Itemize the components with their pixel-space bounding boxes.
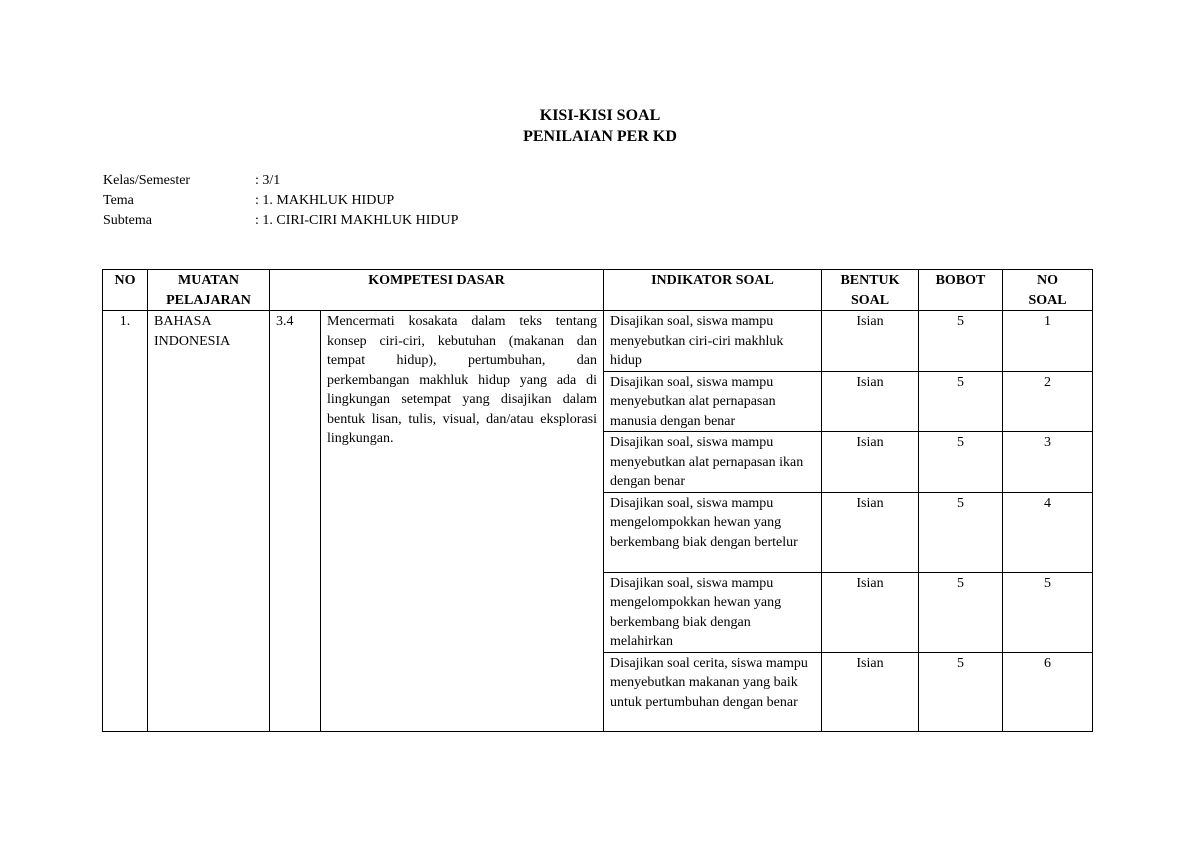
info-value: : 3/1 <box>255 173 281 188</box>
cell-bentuk: Isian <box>822 572 919 652</box>
info-row-kelas <box>103 171 458 191</box>
info-value: : 1. MAKHLUK HIDUP <box>255 193 395 208</box>
header-muatan-pelajaran: MUATAN PELAJARAN <box>148 270 270 311</box>
cell-bobot: 5 <box>919 492 1003 572</box>
cell-kd-code: 3.4 <box>270 311 321 732</box>
header-no-soal: NO SOAL <box>1003 270 1093 311</box>
cell-bentuk: Isian <box>822 652 919 731</box>
cell-bobot: 5 <box>919 572 1003 652</box>
table-row <box>103 311 1093 372</box>
cell-no-soal: 5 <box>1003 572 1093 652</box>
cell-bentuk: Isian <box>822 432 919 493</box>
cell-no-soal: 3 <box>1003 432 1093 493</box>
header-bentuk-soal: BENTUK SOAL <box>822 270 919 311</box>
cell-indikator: Disajikan soal, siswa mampu mengelompokkan hewan yang berkembang biak dengan melahirkan <box>604 572 822 652</box>
header-kompetensi-dasar: KOMPETESI DASAR <box>270 270 604 311</box>
cell-bobot: 5 <box>919 311 1003 372</box>
info-row-tema <box>103 191 458 211</box>
cell-bobot: 5 <box>919 652 1003 731</box>
cell-indikator: Disajikan soal, siswa mampu mengelompokkan hewan yang berkembang biak dengan bertelur <box>604 492 822 572</box>
cell-bentuk: Isian <box>822 311 919 372</box>
cell-no-soal: 2 <box>1003 371 1093 432</box>
header-indikator-soal: INDIKATOR SOAL <box>604 270 822 311</box>
cell-no: 1. <box>103 311 148 732</box>
cell-indikator: Disajikan soal, siswa mampu menyebutkan alat pernapasan manusia dengan benar <box>604 371 822 432</box>
header-bobot: BOBOT <box>919 270 1003 311</box>
kisi-kisi-table <box>102 269 1093 732</box>
cell-muatan-pelajaran: BAHASA INDONESIA <box>148 311 270 732</box>
info-label: Tema <box>103 193 134 208</box>
cell-indikator: Disajikan soal cerita, siswa mampu menyebutkan makanan yang baik untuk pertumbuhan dengan benar <box>604 652 822 731</box>
info-row-subtema <box>103 211 458 231</box>
info-label: Kelas/Semester <box>103 173 191 188</box>
cell-no-soal: 4 <box>1003 492 1093 572</box>
cell-kd-text: Mencermati kosakata dalam teks tentang konsep ciri-ciri, kebutuhan (makanan dan tempat hidup), pertumbuhan, dan perkembangan makhluk hidup yang ada di lingkungan setempat yang disajikan dalam bentuk lisan, tulis, visual, dan/atau eksplorasi lingkungan. <box>321 311 604 732</box>
info-label: Subtema <box>103 213 152 228</box>
header-no: NO <box>103 270 148 311</box>
table-header-row <box>103 270 1093 311</box>
title-line-2: PENILAIAN PER KD <box>523 128 677 145</box>
cell-no-soal: 1 <box>1003 311 1093 372</box>
info-value: : 1. CIRI-CIRI MAKHLUK HIDUP <box>255 213 459 228</box>
cell-indikator: Disajikan soal, siswa mampu menyebutkan alat pernapasan ikan dengan benar <box>604 432 822 493</box>
title-line-1: KISI-KISI SOAL <box>539 107 661 124</box>
cell-bobot: 5 <box>919 432 1003 493</box>
cell-bobot: 5 <box>919 371 1003 432</box>
info-block <box>103 171 458 231</box>
cell-no-soal: 6 <box>1003 652 1093 731</box>
cell-bentuk: Isian <box>822 371 919 432</box>
cell-bentuk: Isian <box>822 492 919 572</box>
document-title <box>0 105 1200 147</box>
cell-indikator: Disajikan soal, siswa mampu menyebutkan ciri-ciri makhluk hidup <box>604 311 822 372</box>
